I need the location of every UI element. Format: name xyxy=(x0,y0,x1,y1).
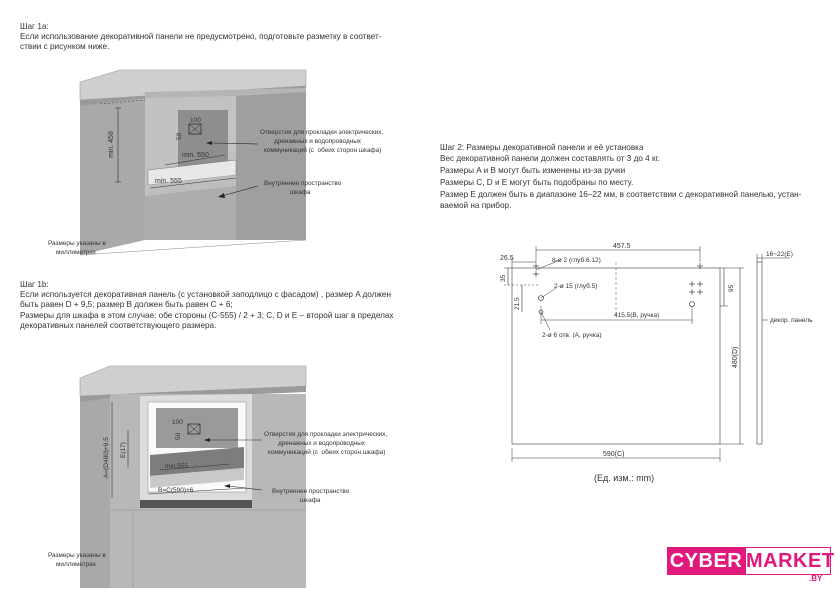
dim-415-5-label: 415.5(B, ручка) xyxy=(614,312,660,319)
dim-min555-label: min. 555 xyxy=(155,178,182,185)
dim-457-5-label: 457.5 xyxy=(613,243,631,250)
step1a-line1: Если использование декоративной панели не предусмотрено, подготовьте разметку в соответ- xyxy=(20,32,382,41)
step1b-line4: декоративных панелей соответствующего размера. xyxy=(20,321,217,330)
step2-title: Шаг 2: Размеры декоративной панели и её установка xyxy=(440,143,644,152)
step2-line1: Вес декоративной панели должен составлять от 3 до 4 кг. xyxy=(440,154,660,163)
fig1-callout-inner-l2: шкафа xyxy=(290,189,311,196)
dim-holes8-label: 8-ø 2 (глуб.6.12) xyxy=(552,257,601,264)
dim-16-22-label: 16~22(E) xyxy=(766,251,793,258)
fig1-callout-holes-l2: дренажных и водопроводных xyxy=(274,138,362,145)
fig1-callout-inner-l1: Внутреннее пространство xyxy=(264,180,342,187)
units-label: (Ед. изм.: mm) xyxy=(594,473,655,483)
dim-b-label: B=C(590)+6 xyxy=(158,487,194,494)
step2-line2: Размеры A и B могут быть изменены из-за ручки xyxy=(440,166,626,175)
step1b-line3: Размеры для шкафа в этом случае: обе стороны (C-555) / 2 + 3; C, D и E – второй шаг в пределах xyxy=(20,311,394,320)
dim-min458-label: min. 458 xyxy=(108,131,115,158)
step2-line4: Размер E должен быть в диапазоне 16–22 мм, в соответствии с декоративной панелью, устан- xyxy=(440,190,802,199)
logo-tld: .BY xyxy=(809,574,823,583)
fig1-units-l2: миллиметрах xyxy=(56,249,96,256)
fig2-callout-inner-l1: Внутреннее пространство xyxy=(272,488,350,495)
step1a-title: Шаг 1a: xyxy=(20,22,49,31)
dim-min555-fig2-label: min.555 xyxy=(165,463,189,470)
step1b-line2: быть равен D + 9,5; размер B должен быть равен C + 6; xyxy=(20,300,233,309)
fig2-callout-inner-l2: шкафа xyxy=(300,497,321,504)
dim-26-5-label: 26.5 xyxy=(500,255,514,262)
fig2-callout-holes-l1: Отверстия для прокладки электрических, xyxy=(264,431,388,438)
fig2-units-l2: миллиметрах xyxy=(56,561,96,568)
logo-cyber: CYBER xyxy=(667,547,745,575)
dim-480-label: 480(D) xyxy=(732,346,739,368)
step1b-line1: Если используется декоративная панель (с установкой заподлицо с фасадом) , размер A должен xyxy=(20,290,391,299)
cybermarket-logo[interactable] xyxy=(663,541,835,585)
dim-min550-label: min. 550 xyxy=(182,152,209,159)
fig2-callout-holes-l2: дренажных и водопроводных xyxy=(278,440,366,447)
dim-21-5-label: 21.5 xyxy=(514,297,521,310)
dim-100-label: 100 xyxy=(190,117,201,124)
fig2-units-l1: Размеры указаны в xyxy=(48,552,106,559)
fig1-callout-holes-l1: Отверстия для прокладки электрических, xyxy=(260,129,384,136)
dim-590-label: 590(C) xyxy=(603,451,625,458)
dim-holes2-label: 2-ø 15 (глуб.5) xyxy=(554,283,598,290)
logo-market: MARKET xyxy=(745,547,831,575)
dim-100-fig2-label: 100 xyxy=(172,419,183,426)
step2-line5: ваемой на прибор. xyxy=(440,201,512,210)
dim-holes6-label: 2-ø 6 отв. (A, ручка) xyxy=(542,332,602,339)
dim-35-label: 35 xyxy=(500,274,507,282)
dim-50-label: 50 xyxy=(176,132,183,140)
fig1-units-l1: Размеры указаны в xyxy=(48,240,106,247)
panel-label: декор. панель xyxy=(770,317,813,324)
fig1-callout-holes-l3: коммуникаций (с обеих сторон шкафа) xyxy=(264,147,382,154)
step2-line3: Размеры C, D и E могут быть подобраны по месту. xyxy=(440,178,634,187)
step1b-title: Шаг 1b: xyxy=(20,280,49,289)
dim-50-fig2-label: 50 xyxy=(175,432,182,440)
dim-95-label: 95 xyxy=(728,284,735,292)
dim-e-label: E(17) xyxy=(120,442,127,458)
fig2-callout-holes-l3: коммуникаций (с обеих сторон шкафа) xyxy=(268,449,386,456)
dim-a-label: A=(D480)+9.5 xyxy=(103,437,110,478)
step1a-line2: ствии с рисунком ниже. xyxy=(20,42,110,51)
